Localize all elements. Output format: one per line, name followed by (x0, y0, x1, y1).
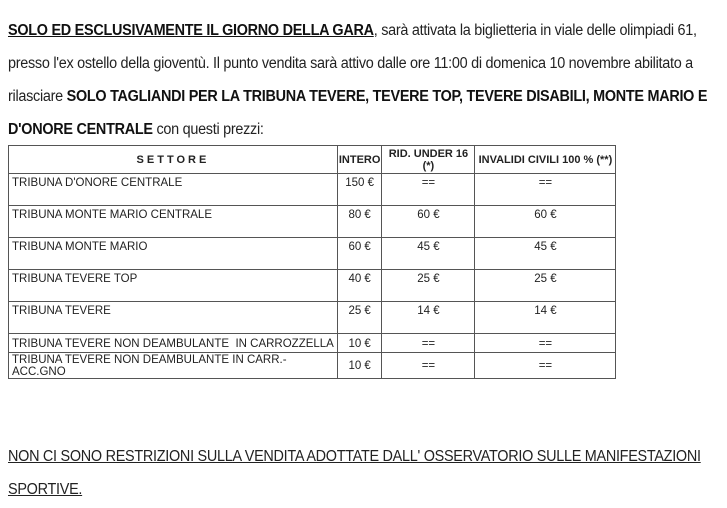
intro-text-end: con questi prezzi: (152, 121, 264, 138)
cell-settore: TRIBUNA TEVERE NON DEAMBULANTE IN CARR.- ACC.GNO (9, 353, 338, 379)
table-header-row (9, 146, 616, 174)
header-invalidi: INVALIDI CIVILI 100 % (**) (475, 146, 616, 174)
cell-invalidi: 14 € (475, 302, 616, 334)
cell-settore: TRIBUNA MONTE MARIO (9, 238, 338, 270)
cell-settore: TRIBUNA TEVERE (9, 302, 338, 334)
restrictions-note: NON CI SONO RESTRIZIONI SULLA VENDITA ADOTTATE DALL' OSSERVATORIO SULLE MANIFESTAZIONI SPORTIVE. (8, 448, 701, 498)
table-row (9, 270, 616, 302)
cell-settore: TRIBUNA D'ONORE CENTRALE (9, 174, 338, 206)
intro-bold-underlined: SOLO ED ESCLUSIVAMENTE IL GIORNO DELLA GARA (8, 22, 374, 39)
table-row (9, 353, 616, 379)
intro-paragraph (8, 14, 719, 146)
cell-ridotto: 60 € (382, 206, 475, 238)
cell-invalidi: == (475, 353, 616, 379)
cell-intero: 25 € (337, 302, 382, 334)
cell-ridotto: 45 € (382, 238, 475, 270)
intro-bold-sectors: SOLO TAGLIANDI PER LA TRIBUNA TEVERE, TEVERE TOP, TEVERE DISABILI, MONTE MARIO E D'ONORE CENTRALE (8, 88, 708, 138)
cell-intero: 150 € (337, 174, 382, 206)
cell-ridotto: == (382, 353, 475, 379)
cell-intero: 10 € (337, 353, 382, 379)
cell-intero: 80 € (337, 206, 382, 238)
table-row (9, 302, 616, 334)
table-row (9, 206, 616, 238)
cell-intero: 40 € (337, 270, 382, 302)
header-ridotto: RID. UNDER 16 (*) (382, 146, 475, 174)
cell-settore: TRIBUNA MONTE MARIO CENTRALE (9, 206, 338, 238)
cell-invalidi: 25 € (475, 270, 616, 302)
cell-settore: TRIBUNA TEVERE NON DEAMBULANTE IN CARROZZELLA (9, 334, 338, 353)
header-settore: SETTORE (9, 146, 338, 174)
cell-invalidi: == (475, 174, 616, 206)
intro-text: , sarà attivata la biglietteria in viale delle olimpiadi 61, presso l'ex ostello della gioventù. Il punto vendita sarà attivo dalle ore 11:00 di domenica 10 novembre abilitato a rilasciare (8, 22, 697, 105)
cell-invalidi: == (475, 334, 616, 353)
cell-ridotto: 14 € (382, 302, 475, 334)
cell-invalidi: 60 € (475, 206, 616, 238)
header-intero: INTERO (337, 146, 382, 174)
cell-settore: TRIBUNA TEVERE TOP (9, 270, 338, 302)
table-row (9, 174, 616, 206)
cell-ridotto: 25 € (382, 270, 475, 302)
table-row (9, 238, 616, 270)
cell-ridotto: == (382, 174, 475, 206)
cell-intero: 60 € (337, 238, 382, 270)
price-table (8, 145, 616, 379)
table-row (9, 334, 616, 353)
cell-invalidi: 45 € (475, 238, 616, 270)
cell-ridotto: == (382, 334, 475, 353)
cell-intero: 10 € (337, 334, 382, 353)
